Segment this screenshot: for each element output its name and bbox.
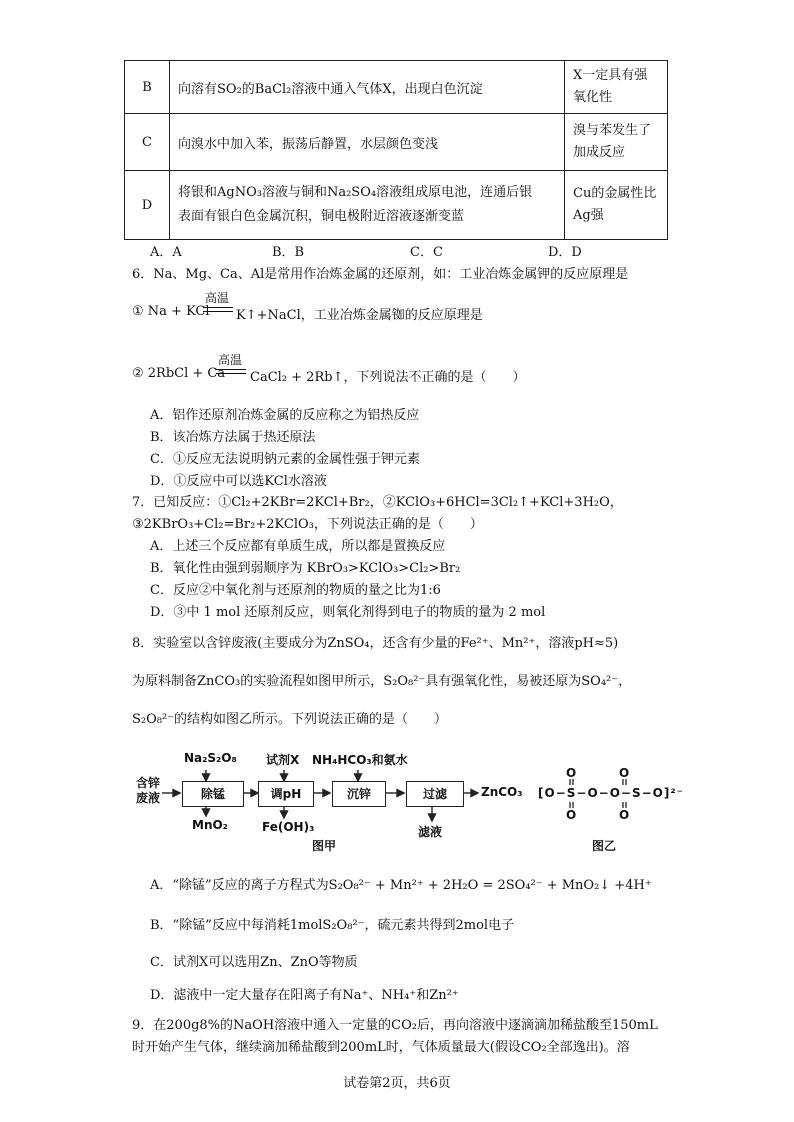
row-text-line: 将银和AgNO₃溶液与铜和Na₂SO₄溶液组成原电池，连通后银 [178, 185, 533, 200]
figure-b-caption: 图乙 [592, 839, 617, 853]
q6-option-c: C．①反应无法说明钠元素的金属性强于钾元素 [150, 452, 420, 467]
q8-option-a: A．“除锰”反应的离子方程式为S₂O₈²⁻ + Mn²⁺ + 2H₂O = 2SO₄²⁻ + MnO₂↓ +4H⁺ [150, 878, 652, 893]
q7-option-b: B．氧化性由强到弱顺序为 KBrO₃>KClO₃>Cl₂>Br₂ [150, 561, 461, 576]
q6-option-a: A．铝作还原剂冶炼金属的反应称之为铝热反应 [150, 408, 420, 423]
question-8-stem: 8．实验室以含锌废液(主要成分为ZnSO₄，还含有少量的Fe²⁺、Mn²⁺，溶液pH≈5) [132, 636, 619, 651]
question-9-stem: 9．在200g8%的NaOH溶液中通入一定量的CO₂后，再向溶液中逐滴滴加稀盐酸至150mL [132, 1018, 658, 1033]
choice-c: C．C [410, 245, 443, 260]
page-footer: 试卷第2页，共6页 [343, 1076, 451, 1091]
question-6-stem: 6．Na、Mg、Ca、Al是常用作冶炼金属的还原剂，如：工业冶炼金属钾的反应原理是 [132, 267, 629, 282]
row-result: 溴与苯发生了加成反应 [565, 114, 668, 171]
row-result: X一定具有强氧化性 [565, 61, 668, 114]
row-result: Cu的金属性比Ag强 [565, 171, 668, 240]
q8-option-c: C．试剂X可以选用Zn、ZnO等物质 [150, 955, 358, 970]
q7-option-c: C．反应②中氧化剂与还原剂的物质的量之比为1:6 [150, 583, 441, 598]
flow-box-manganese-removal: 除锰 [182, 781, 244, 807]
q8-option-d: D．滤液中一定大量存在阳离子有Na⁺、NH₄⁺和Zn²⁺ [150, 988, 459, 1003]
q7-option-a: A．上述三个反应都有单质生成，所以都是置换反应 [150, 539, 446, 554]
flow-reagent-1: Na₂S₂O₈ [184, 751, 237, 765]
row-label: D [125, 171, 170, 240]
question-8-stem-3: S₂O₈²⁻的结构如图乙所示。下列说法正确的是（ ） [132, 712, 448, 727]
flow-product: ZnCO₃ [481, 785, 523, 799]
question-8-stem-2: 为原料制备ZnCO₃的实验流程如图甲所示，S₂O₈²⁻具有强氧化性，易被还原为SO₄²⁻， [132, 674, 632, 689]
row-text: 向溴水中加入苯，振荡后静置，水层颜色变浅 [170, 114, 565, 171]
row-text: 向溶有SO₂的BaCl₂溶液中通入气体X，出现白色沉淀 [170, 61, 565, 114]
question-7-stem: 7．已知反应：①Cl₂+2KBr=2KCl+Br₂，②KClO₃+6HCl=3Cl₂↑+KCl+3H₂O， [132, 495, 623, 510]
flow-box-zinc-precipitation: 沉锌 [332, 781, 386, 807]
flow-box-adjust-ph: 调pH [258, 781, 314, 807]
q6-option-b: B．该冶炼方法属于热还原法 [150, 430, 316, 445]
equation-1-left: ① Na + KCl [132, 304, 210, 319]
flow-filtrate: 滤液 [418, 825, 443, 839]
struct-oxygen: O [619, 766, 630, 780]
flow-reagent-2: 试剂X [266, 753, 300, 767]
row-label: B [125, 61, 170, 114]
equation-2-condition: 高温 [218, 353, 243, 367]
equation-1-right: K↑+NaCl，工业冶炼金属铷的反应原理是 [236, 308, 483, 323]
equation-1-condition: 高温 [205, 291, 230, 305]
choice-a: A．A [150, 245, 182, 260]
q7-option-d: D．③中 1 mol 还原剂反应，则氧化剂得到电子的物质的量为 2 mol [150, 605, 546, 620]
equation-2-left: ② 2RbCl + Ca [132, 366, 226, 381]
flow-byproduct-2: Fe(OH)₃ [262, 820, 315, 834]
flow-reagent-3: NH₄HCO₃和氨水 [312, 753, 408, 767]
question-7-stem-2: ③2KBrO₃+Cl₂=Br₂+2KClO₃，下列说法正确的是（ ） [132, 517, 483, 532]
question-9-stem-2: 时开始产生气体，继续滴加稀盐酸到200mL时，气体质量最大(假设CO₂全部逸出)。溶 [132, 1040, 630, 1055]
row-label: C [125, 114, 170, 171]
flow-box-filtration: 过滤 [406, 781, 464, 807]
figure-a-caption: 图甲 [312, 839, 337, 853]
struct-oxygen: O [619, 808, 630, 822]
struct-oxygen: O [566, 766, 577, 780]
struct-oxygen: O [566, 808, 577, 822]
equation-2-right: CaCl₂ + 2Rb↑，下列说法不正确的是（ ） [250, 370, 526, 385]
q8-option-b: B．“除锰”反应中每消耗1molS₂O₈²⁻，硫元素共得到2mol电子 [150, 918, 515, 933]
flow-byproduct-1: MnO₂ [192, 818, 228, 832]
choice-b: B．B [272, 245, 305, 260]
flow-input-label: 含锌 废液 [136, 776, 161, 805]
q6-option-d: D．①反应中可以选KCl水溶液 [150, 474, 327, 489]
choice-d: D．D [548, 245, 582, 260]
row-text-line: 表面有银白色金属沉积，铜电极附近溶液逐渐变蓝 [178, 209, 465, 224]
struct-formula: [O−S−O−O−S−O]²⁻ [538, 786, 684, 800]
